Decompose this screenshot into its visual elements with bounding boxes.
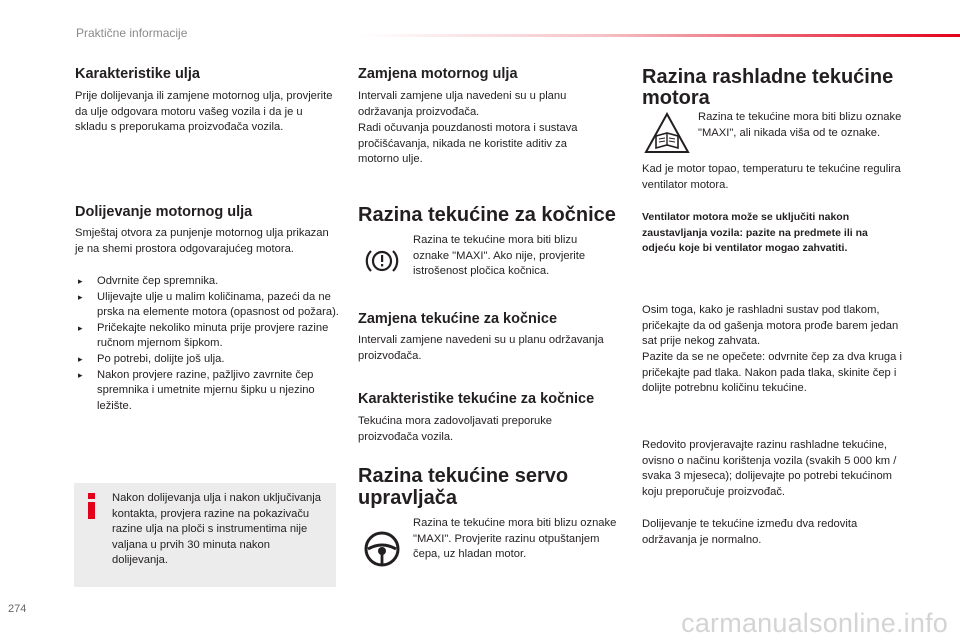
coolant-icon-text: Razina te tekućine mora biti blizu oznake "MAXI", ali nikada viša od te oznake. bbox=[698, 111, 902, 139]
steering-fluid-text: Razina te tekućine mora biti blizu oznake "MAXI". Provjerite razinu otpuštanjem čepa, uz hladan motor. bbox=[413, 517, 617, 561]
oil-change-text-2: Radi očuvanja pouzdanosti motora i sustava pročišćavanja, nikada ne koristite aditiv za motorno ulje. bbox=[358, 122, 578, 166]
brake-fluid-change-text: Intervali zamjene navedeni su u planu održavanja proizvođača. bbox=[358, 334, 604, 362]
steering-fluid-heading-line1: Razina tekućine servo bbox=[358, 465, 569, 487]
oil-characteristics-text: Prije dolijevanja ili zamjene motornog ulja, provjerite da ulje odgovara motoru vašeg vozila i da je u skladu s preporukama proizvođača vozila. bbox=[75, 90, 333, 134]
watermark: carmanualsonline.info bbox=[681, 608, 948, 638]
oil-change-heading: Zamjena motornog ulja bbox=[358, 66, 518, 82]
oil-topup-step: ▸ Pričekajte nekoliko minuta prije provjere razine ručnom mjernom šipkom. bbox=[75, 321, 339, 352]
page-number: 274 bbox=[8, 603, 27, 615]
oil-characteristics-heading: Karakteristike ulja bbox=[75, 66, 200, 82]
coolant-text-3: Pazite da se ne opečete: odvrnite čep za dva kruga i pričekajte pad tlaka. Nakon pada tlaka, skinite čep i dolijte potrebnu količinu tekućine. bbox=[642, 351, 902, 395]
oil-topup-step: ▸ Nakon provjere razine, pažljivo zavrnite čep spremnika i umetnite mjernu šipku u njezino ležište. bbox=[75, 368, 339, 415]
steering-fluid-heading-line2: upravljača bbox=[358, 487, 457, 509]
brake-fluid-level-heading: Razina tekućine za kočnice bbox=[358, 204, 616, 226]
brake-fluid-level-text: Razina te tekućine mora biti blizu oznake "MAXI". Ako nije, provjerite istrošenost pločica kočnica. bbox=[413, 234, 586, 278]
oil-topup-intro: Smještaj otvora za punjenje motornog ulja prikazan je na shemi prostora odgovarajućeg motora. bbox=[75, 227, 329, 255]
coolant-heading-line2: motora bbox=[642, 87, 710, 109]
brake-fluid-change-heading: Zamjena tekućine za kočnice bbox=[358, 311, 558, 327]
coolant-heading-line1: Razina rashladne tekućine bbox=[642, 66, 894, 88]
oil-topup-step: ▸ Odvrnite čep spremnika. bbox=[75, 274, 339, 290]
oil-topup-steps bbox=[75, 274, 339, 414]
coolant-text-4: Redovito provjeravajte razinu rashladne tekućine, ovisno o načinu korištenja vozila (svakih 5 000 km / svaka 3 mjeseca); dolijevajte po potrebi tekućinom koju preporučuje proizvođač. bbox=[642, 439, 897, 498]
coolant-text-2: Osim toga, kako je rashladni sustav pod tlakom, pričekajte da od gašenja motora prođe barem jedan sat prije nekog zahvata. bbox=[642, 304, 899, 348]
info-icon bbox=[88, 493, 96, 517]
info-note-box bbox=[74, 483, 336, 587]
manual-warning-icon bbox=[644, 112, 690, 154]
coolant-fan-warning: Ventilator motora može se uključiti nakon zaustavljanja vozila: pazite na predmete ili na odjeću koje bi ventilator mogao zahvatiti. bbox=[642, 211, 868, 255]
oil-topup-step: ▸ Po potrebi, dolijte još ulja. bbox=[75, 352, 339, 368]
brake-fluid-characteristics-heading: Karakteristike tekućine za kočnice bbox=[358, 391, 595, 407]
brake-fluid-characteristics-text: Tekućina mora zadovoljavati preporuke proizvođača vozila. bbox=[358, 415, 553, 443]
header-accent-bar bbox=[360, 34, 960, 37]
oil-topup-heading: Dolijevanje motornog ulja bbox=[75, 204, 253, 220]
oil-topup-step: ▸ Ulijevajte ulje u malim količinama, pazeći da ne prska na elemente motora (opasnost od požara). bbox=[75, 290, 339, 321]
brake-warning-icon bbox=[363, 242, 401, 280]
running-header: Praktične informacije bbox=[76, 26, 188, 40]
oil-change-text-1: Intervali zamjene ulja navedeni su u planu održavanja proizvođača. bbox=[358, 90, 567, 118]
coolant-text-1: Kad je motor topao, temperaturu te tekućine regulira ventilator motora. bbox=[642, 163, 901, 191]
coolant-text-5: Dolijevanje te tekućine između dva redovita održavanja je normalno. bbox=[642, 518, 858, 546]
steering-wheel-icon bbox=[362, 529, 402, 569]
info-note-text: Nakon dolijevanja ulja i nakon uključivanja kontakta, provjera razine na pokazivaču razine ulja na ploči s instrumentima nije valjana u prvih 30 minuta nakon dolijevanja. bbox=[112, 492, 321, 567]
